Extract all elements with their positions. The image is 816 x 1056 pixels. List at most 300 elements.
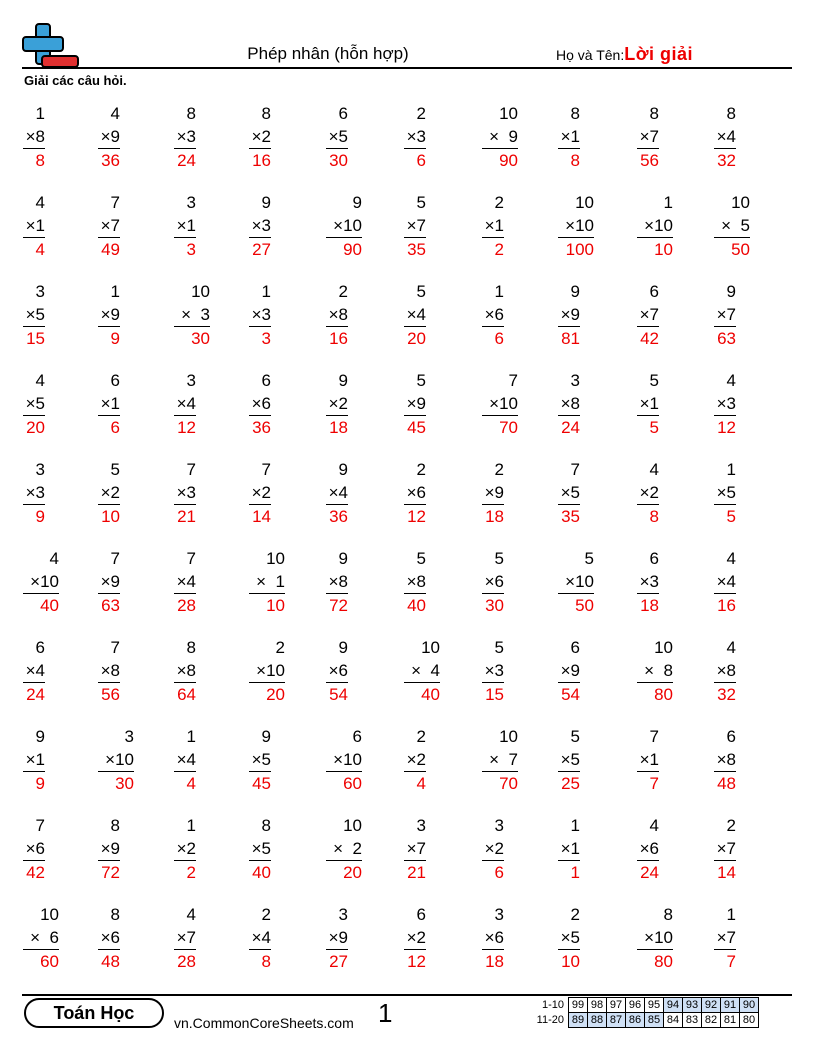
multiplicand: 2 [261, 905, 271, 924]
score-cell: 82 [702, 1013, 721, 1028]
multiplicand: 1 [726, 460, 736, 479]
score-cell: 99 [569, 998, 588, 1013]
multiplicand: 6 [416, 905, 426, 924]
multiplier: ×9 [98, 837, 120, 861]
multiplicand: 3 [124, 727, 134, 746]
problem [558, 280, 580, 350]
problem [558, 636, 580, 706]
answer: 63 [717, 329, 736, 348]
page-title: Phép nhân (hỗn hợp) [247, 44, 409, 63]
multiplier: ×6 [23, 837, 45, 861]
multiplicand: 10 [575, 193, 594, 212]
problem [249, 814, 271, 884]
answer: 48 [101, 952, 120, 971]
multiplier: ×6 [482, 570, 504, 594]
multiplicand: 6 [649, 549, 659, 568]
multiplier: ×4 [174, 392, 196, 416]
problem [174, 458, 196, 528]
answer: 10 [561, 952, 580, 971]
answer: 2 [494, 240, 504, 259]
answer: 30 [329, 151, 348, 170]
multiplicand: 4 [726, 371, 736, 390]
answer: 28 [177, 952, 196, 971]
score-table [526, 997, 759, 1028]
answer: 12 [177, 418, 196, 437]
problem [404, 636, 440, 706]
multiplicand: 2 [416, 460, 426, 479]
problem [714, 725, 736, 795]
problem [174, 814, 196, 884]
problem [249, 458, 271, 528]
score-cell: 85 [645, 1013, 664, 1028]
multiplicand: 5 [584, 549, 594, 568]
problem [404, 191, 426, 261]
answer: 20 [343, 863, 362, 882]
multiplier: ×2 [637, 481, 659, 505]
multiplier: ×6 [637, 837, 659, 861]
answer: 4 [186, 774, 196, 793]
answer: 14 [252, 507, 271, 526]
multiplicand: 4 [649, 816, 659, 835]
multiplicand: 10 [731, 193, 750, 212]
answer: 32 [717, 151, 736, 170]
multiplier: × 5 [714, 214, 750, 238]
multiplicand: 5 [110, 460, 120, 479]
multiplier: ×9 [404, 392, 426, 416]
multiplier: ×2 [482, 837, 504, 861]
instructions: Giải các câu hỏi. [24, 73, 127, 88]
multiplier: ×5 [249, 748, 271, 772]
multiplicand: 4 [35, 371, 45, 390]
multiplier: ×1 [637, 748, 659, 772]
score-cell: 97 [607, 998, 626, 1013]
footer-divider [22, 994, 792, 996]
multiplier: ×4 [326, 481, 348, 505]
multiplicand: 2 [726, 816, 736, 835]
multiplicand: 8 [110, 905, 120, 924]
multiplicand: 5 [649, 371, 659, 390]
answer: 21 [407, 863, 426, 882]
problem [98, 458, 120, 528]
multiplier: ×2 [404, 748, 426, 772]
answer: 16 [717, 596, 736, 615]
problem [714, 903, 736, 973]
multiplier: ×10 [558, 570, 594, 594]
multiplier: ×10 [326, 748, 362, 772]
answer: 20 [266, 685, 285, 704]
answer: 63 [101, 596, 120, 615]
multiplicand: 7 [110, 549, 120, 568]
answer: 30 [115, 774, 134, 793]
multiplier: ×2 [326, 392, 348, 416]
answer: 70 [499, 418, 518, 437]
answer: 27 [329, 952, 348, 971]
problem [637, 814, 659, 884]
multiplicand: 7 [186, 460, 196, 479]
multiplicand: 6 [726, 727, 736, 746]
multiplier: ×8 [714, 659, 736, 683]
multiplicand: 9 [726, 282, 736, 301]
multiplier: × 6 [23, 926, 59, 950]
problem [404, 903, 426, 973]
multiplicand: 8 [726, 104, 736, 123]
multiplier: ×5 [23, 392, 45, 416]
problem [174, 725, 196, 795]
answer: 36 [101, 151, 120, 170]
problem [326, 903, 348, 973]
answer: 80 [654, 685, 673, 704]
multiplier: ×8 [404, 570, 426, 594]
multiplier: ×7 [404, 837, 426, 861]
answer: 36 [329, 507, 348, 526]
multiplicand: 9 [338, 638, 348, 657]
score-cell: 83 [683, 1013, 702, 1028]
multiplier: ×4 [174, 570, 196, 594]
answer: 12 [407, 507, 426, 526]
multiplicand: 2 [494, 460, 504, 479]
header-divider [22, 67, 792, 69]
multiplicand: 1 [494, 282, 504, 301]
multiplier: ×8 [23, 125, 45, 149]
answer: 3 [261, 329, 271, 348]
answer: 18 [485, 952, 504, 971]
problem [637, 280, 659, 350]
answer: 10 [101, 507, 120, 526]
multiplicand: 10 [499, 727, 518, 746]
multiplier: ×9 [98, 570, 120, 594]
answer: 54 [561, 685, 580, 704]
problem [23, 547, 59, 617]
answer: 90 [343, 240, 362, 259]
answer: 40 [40, 596, 59, 615]
answer: 5 [726, 507, 736, 526]
multiplicand: 4 [186, 905, 196, 924]
answer: 32 [717, 685, 736, 704]
score-row-label: 1-10 [541, 999, 564, 1011]
multiplicand: 1 [110, 282, 120, 301]
multiplier: × 4 [404, 659, 440, 683]
problem [482, 725, 518, 795]
answer: 10 [654, 240, 673, 259]
multiplicand: 3 [416, 816, 426, 835]
problem [714, 191, 750, 261]
answer: 9 [110, 329, 120, 348]
problem [404, 102, 426, 172]
multiplicand: 3 [186, 193, 196, 212]
answer: 45 [407, 418, 426, 437]
problem [482, 814, 504, 884]
score-cell: 87 [607, 1013, 626, 1028]
multiplicand: 8 [663, 905, 673, 924]
answer: 48 [717, 774, 736, 793]
problem [23, 814, 45, 884]
multiplicand: 8 [261, 104, 271, 123]
problem [98, 102, 120, 172]
score-cell: 96 [626, 998, 645, 1013]
multiplier: ×10 [637, 214, 673, 238]
score-cell: 93 [683, 998, 702, 1013]
multiplicand: 6 [35, 638, 45, 657]
answer: 72 [101, 863, 120, 882]
problem [23, 458, 45, 528]
multiplicand: 8 [110, 816, 120, 835]
problem [558, 191, 594, 261]
problem [98, 903, 120, 973]
problem [174, 191, 196, 261]
multiplicand: 7 [261, 460, 271, 479]
multiplier: ×5 [249, 837, 271, 861]
problem [326, 547, 348, 617]
answer: 40 [421, 685, 440, 704]
multiplier: ×10 [326, 214, 362, 238]
multiplier: ×2 [98, 481, 120, 505]
problem [482, 191, 504, 261]
multiplicand: 5 [494, 638, 504, 657]
answer: 2 [186, 863, 196, 882]
problem [174, 369, 196, 439]
problem [482, 903, 504, 973]
problem [637, 191, 673, 261]
answer: 36 [252, 418, 271, 437]
multiplier: ×1 [558, 837, 580, 861]
multiplier: × 9 [482, 125, 518, 149]
answer: 9 [35, 507, 45, 526]
problem [98, 814, 120, 884]
problem [404, 458, 426, 528]
problem [714, 369, 736, 439]
answer: 45 [252, 774, 271, 793]
multiplier: ×8 [174, 659, 196, 683]
problem [98, 547, 120, 617]
multiplier: ×3 [174, 125, 196, 149]
problem [482, 280, 504, 350]
multiplier: ×1 [637, 392, 659, 416]
problem [249, 547, 285, 617]
answer: 5 [649, 418, 659, 437]
name-label: Họ và Tên: [556, 47, 625, 63]
answer: 30 [485, 596, 504, 615]
answer: 30 [191, 329, 210, 348]
multiplicand: 3 [338, 905, 348, 924]
multiplicand: 7 [649, 727, 659, 746]
multiplier: ×7 [714, 926, 736, 950]
problem [174, 903, 196, 973]
problem [23, 636, 45, 706]
problem [98, 280, 120, 350]
problem [637, 458, 659, 528]
multiplier: ×3 [174, 481, 196, 505]
multiplier: ×10 [482, 392, 518, 416]
problem [249, 191, 271, 261]
answer: 60 [343, 774, 362, 793]
multiplier: ×2 [174, 837, 196, 861]
multiplier: ×5 [23, 303, 45, 327]
brand-badge: Toán Học [24, 998, 164, 1028]
problem [23, 191, 45, 261]
problem [326, 458, 348, 528]
multiplicand: 2 [570, 905, 580, 924]
answer: 27 [252, 240, 271, 259]
multiplier: ×8 [558, 392, 580, 416]
multiplicand: 2 [275, 638, 285, 657]
answer: 6 [494, 329, 504, 348]
multiplicand: 6 [261, 371, 271, 390]
multiplier: ×4 [174, 748, 196, 772]
multiplicand: 6 [649, 282, 659, 301]
multiplier: ×1 [98, 392, 120, 416]
multiplier: ×1 [23, 748, 45, 772]
answer: 14 [717, 863, 736, 882]
problem [326, 636, 348, 706]
multiplicand: 2 [416, 104, 426, 123]
name-field [556, 44, 693, 65]
problem [174, 280, 210, 350]
multiplier: ×7 [637, 125, 659, 149]
problem [326, 102, 348, 172]
score-cell: 95 [645, 998, 664, 1013]
multiplicand: 2 [338, 282, 348, 301]
problem [482, 547, 504, 617]
problem [482, 458, 504, 528]
answer: 8 [570, 151, 580, 170]
answer: 24 [561, 418, 580, 437]
multiplicand: 2 [416, 727, 426, 746]
problem [98, 725, 134, 795]
score-cell: 88 [588, 1013, 607, 1028]
multiplicand: 8 [649, 104, 659, 123]
multiplier: ×7 [714, 303, 736, 327]
multiplier: ×2 [249, 125, 271, 149]
problem [558, 725, 580, 795]
multiplicand: 10 [191, 282, 210, 301]
answer: 35 [407, 240, 426, 259]
problem [404, 814, 426, 884]
multiplicand: 5 [416, 282, 426, 301]
multiplier: ×5 [714, 481, 736, 505]
multiplier: ×9 [558, 303, 580, 327]
multiplicand: 5 [570, 727, 580, 746]
problem [558, 369, 580, 439]
multiplier: ×3 [249, 214, 271, 238]
problem [404, 725, 426, 795]
problem [98, 369, 120, 439]
multiplicand: 1 [726, 905, 736, 924]
multiplicand: 10 [499, 104, 518, 123]
multiplicand: 1 [570, 816, 580, 835]
multiplier: ×1 [174, 214, 196, 238]
multiplicand: 9 [338, 460, 348, 479]
problem [404, 369, 426, 439]
problem [637, 903, 673, 973]
multiplier: ×6 [404, 481, 426, 505]
score-cell: 80 [740, 1013, 759, 1028]
multiplicand: 1 [663, 193, 673, 212]
problem [23, 725, 45, 795]
multiplicand: 9 [35, 727, 45, 746]
multiplier: ×3 [482, 659, 504, 683]
problem [174, 636, 196, 706]
multiplicand: 6 [338, 104, 348, 123]
multiplier: ×3 [23, 481, 45, 505]
problem [249, 636, 285, 706]
multiplicand: 10 [343, 816, 362, 835]
problem [714, 458, 736, 528]
answer: 81 [561, 329, 580, 348]
multiplicand: 8 [570, 104, 580, 123]
problem [714, 102, 736, 172]
problem [637, 636, 673, 706]
problem [558, 102, 580, 172]
problem [558, 814, 580, 884]
problem [249, 280, 271, 350]
multiplicand: 7 [508, 371, 518, 390]
multiplicand: 9 [338, 371, 348, 390]
multiplicand: 7 [570, 460, 580, 479]
answer: 50 [575, 596, 594, 615]
multiplicand: 7 [186, 549, 196, 568]
page-number: 1 [378, 998, 393, 1028]
score-cell: 81 [721, 1013, 740, 1028]
multiplicand: 5 [416, 549, 426, 568]
multiplier: ×9 [98, 303, 120, 327]
multiplicand: 3 [494, 905, 504, 924]
multiplier: ×3 [249, 303, 271, 327]
answer: 21 [177, 507, 196, 526]
answer: 8 [35, 151, 45, 170]
answer: 56 [640, 151, 659, 170]
problem [482, 102, 518, 172]
problem [482, 369, 518, 439]
problem [326, 280, 348, 350]
multiplier: × 3 [174, 303, 210, 327]
answer: 100 [565, 240, 594, 259]
multiplicand: 10 [654, 638, 673, 657]
problem [482, 636, 504, 706]
multiplicand: 4 [49, 549, 59, 568]
answer: 4 [35, 240, 45, 259]
multiplicand: 8 [261, 816, 271, 835]
problem [637, 369, 659, 439]
multiplier: ×1 [482, 214, 504, 238]
multiplier: ×4 [249, 926, 271, 950]
problem [249, 725, 271, 795]
multiplier: ×4 [714, 570, 736, 594]
answer: 20 [26, 418, 45, 437]
answer: 15 [26, 329, 45, 348]
score-cell: 98 [588, 998, 607, 1013]
multiplier: ×8 [326, 303, 348, 327]
multiplicand: 1 [186, 727, 196, 746]
answer: 24 [26, 685, 45, 704]
answer: 24 [177, 151, 196, 170]
multiplicand: 5 [494, 549, 504, 568]
multiplier: ×9 [98, 125, 120, 149]
multiplicand: 9 [570, 282, 580, 301]
multiplier: × 7 [482, 748, 518, 772]
multiplicand: 4 [110, 104, 120, 123]
multiplier: ×7 [637, 303, 659, 327]
multiplier: ×4 [404, 303, 426, 327]
answer: 24 [640, 863, 659, 882]
problem [404, 547, 426, 617]
answer: 40 [407, 596, 426, 615]
answer: 18 [485, 507, 504, 526]
problem [558, 458, 580, 528]
problem [23, 369, 45, 439]
problem [714, 636, 736, 706]
multiplier: ×10 [98, 748, 134, 772]
multiplicand: 2 [494, 193, 504, 212]
